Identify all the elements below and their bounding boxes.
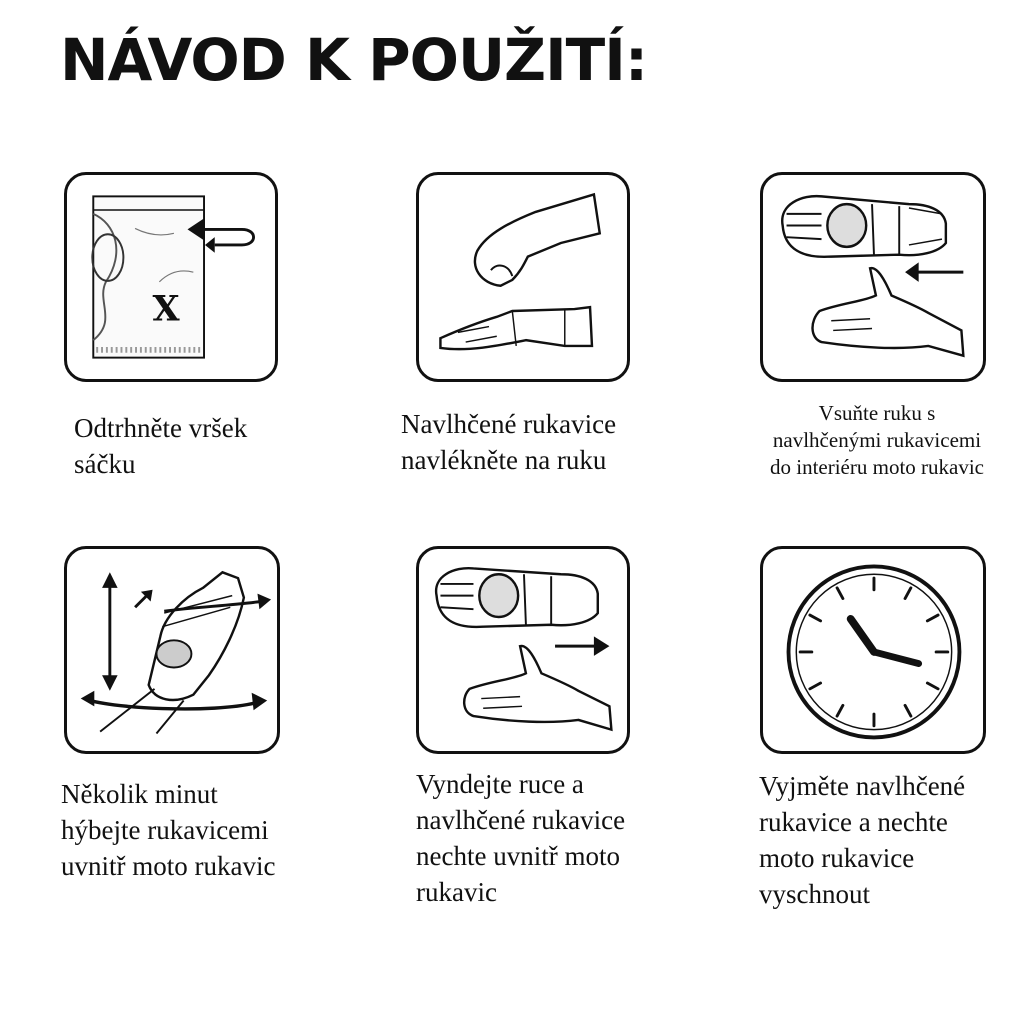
package-logo: X <box>152 288 180 330</box>
caption-line: sáčku <box>74 449 136 479</box>
caption-line: Navlhčené rukavice <box>401 409 617 439</box>
step-6-illustration <box>760 546 986 754</box>
caption-line: rukavic <box>416 877 497 907</box>
caption-line: Odtrhněte vršek <box>74 413 248 443</box>
step-3-illustration <box>760 172 986 382</box>
arrow-up-icon <box>102 572 118 588</box>
page-title: NÁVOD K POUŽITÍ: <box>60 26 648 94</box>
step-5-illustration <box>416 546 630 754</box>
arrow-right-icon <box>594 636 610 655</box>
step-2-illustration <box>416 172 630 382</box>
step-3-caption <box>742 400 1012 481</box>
caption-line: Vsuňte ruku s <box>818 401 936 425</box>
step-4-caption <box>61 776 275 884</box>
caption-line: do interiéru moto rukavic <box>769 455 985 479</box>
caption-line: nechte uvnitř moto <box>416 841 620 871</box>
step-4-illustration <box>64 546 280 754</box>
caption-line: navlhčené rukavice <box>416 805 626 835</box>
caption-line: uvnitř moto rukavic <box>61 851 276 881</box>
caption-line: moto rukavice <box>759 843 915 873</box>
hand-icon <box>464 646 611 730</box>
arrow-down-icon <box>102 675 118 691</box>
caption-line: navlhčenými rukavicemi <box>772 428 982 452</box>
caption-line: Několik minut <box>61 779 218 809</box>
step-5-caption <box>416 766 625 910</box>
step-2-caption <box>401 406 616 478</box>
step-1-caption <box>74 410 247 482</box>
caption-line: navlékněte na ruku <box>401 445 607 475</box>
step-1-illustration <box>64 172 278 382</box>
caption-line: Vyndejte ruce a <box>416 769 584 799</box>
moto-glove-icon <box>149 572 244 700</box>
step-6-caption <box>759 768 965 912</box>
hand-icon <box>813 268 964 356</box>
caption-line: rukavice a nechte <box>759 807 948 837</box>
caption-line: Vyjměte navlhčené <box>759 771 966 801</box>
caption-line: vyschnout <box>759 879 870 909</box>
clock-icon <box>763 549 983 751</box>
arrow-left-icon <box>905 262 919 281</box>
caption-line: hýbejte rukavicemi <box>61 815 269 845</box>
